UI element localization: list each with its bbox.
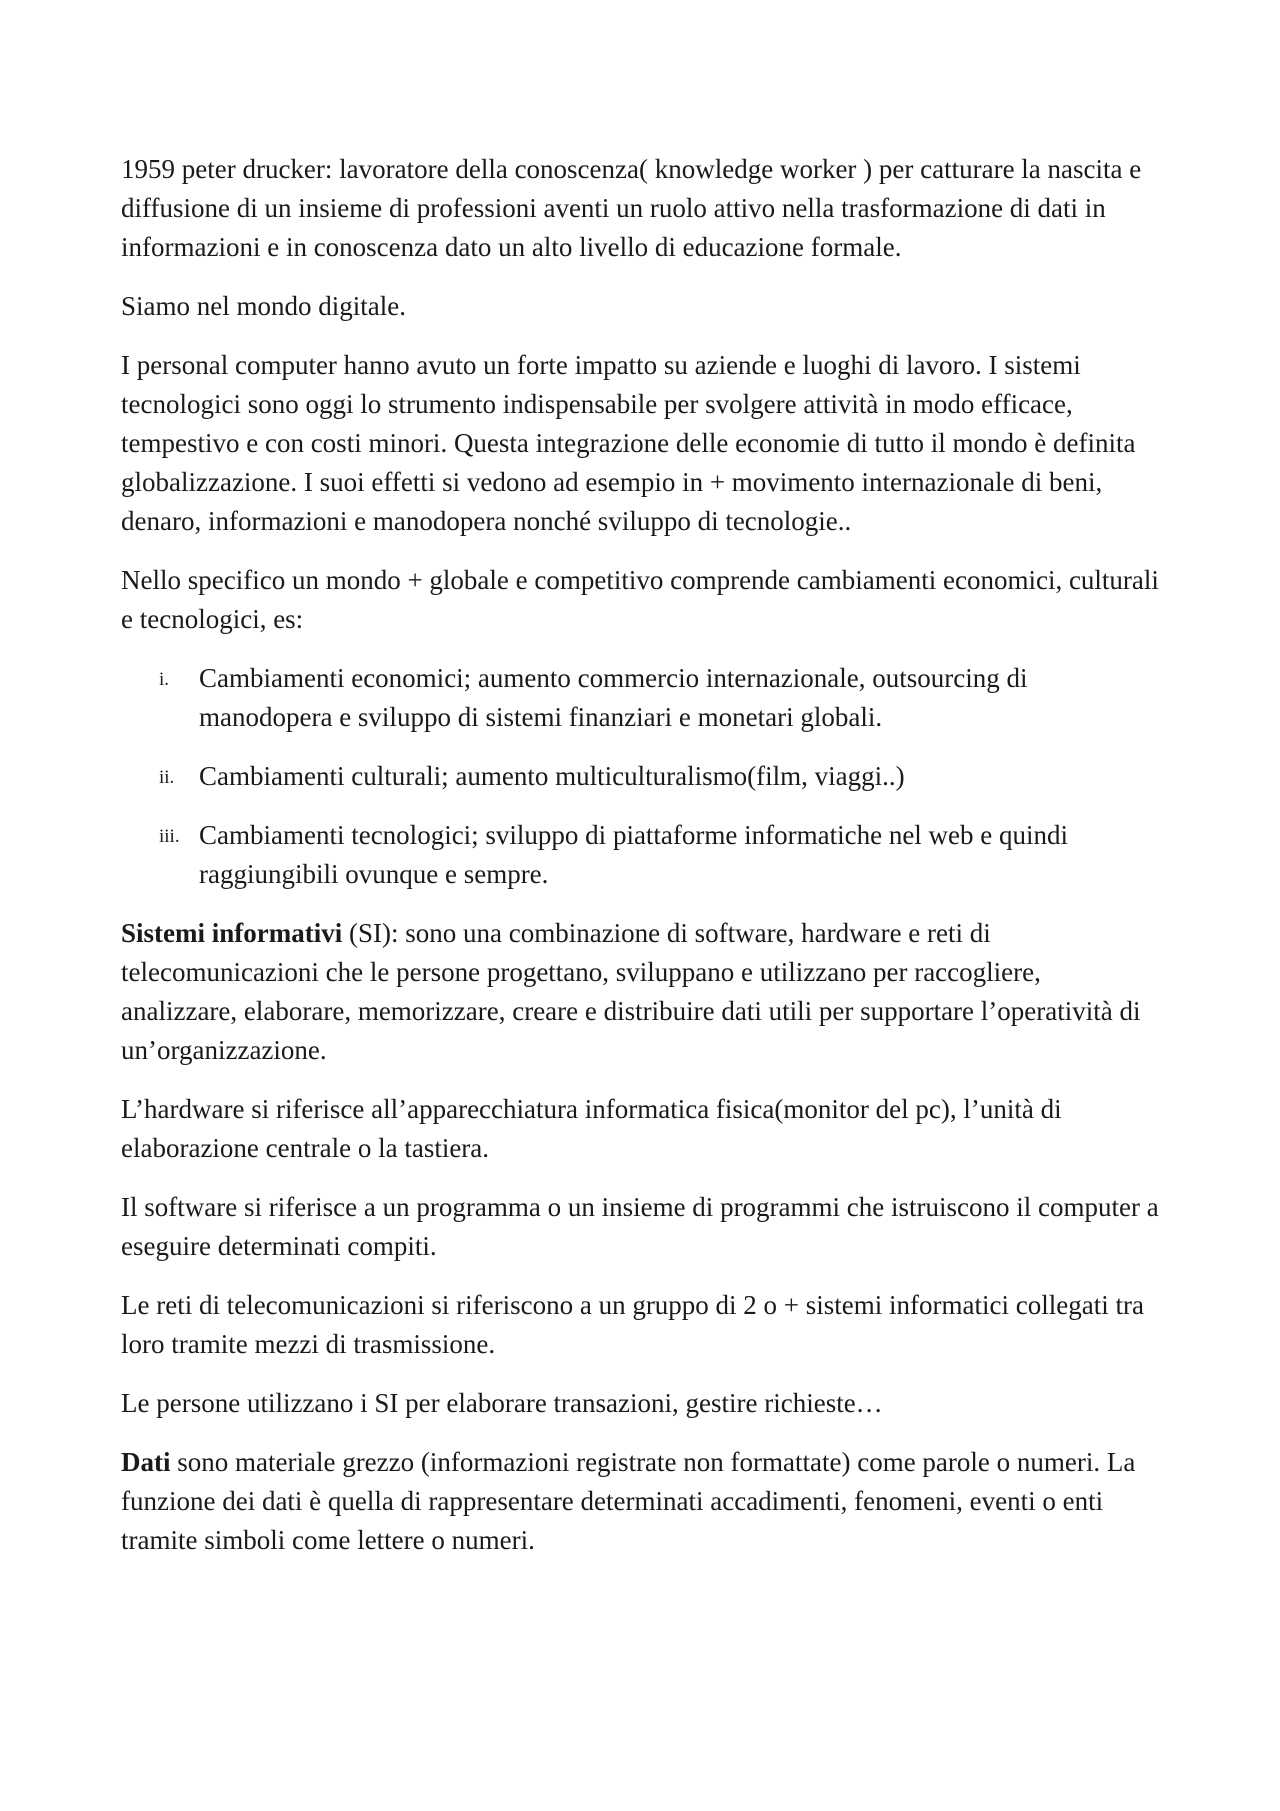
paragraph-personal-computer: I personal computer hanno avuto un forte impatto su aziende e luoghi di lavoro. I sistemi tecnologici sono oggi lo strumento indispensabile per svolgere attività in modo efficace, tempestivo e con costi minori. Questa integrazione delle economie di tutto il mondo è definita globalizzazione. I suoi effetti si vedono ad esempio in + movimento internazionale di beni, denaro, informazioni e manodopera nonché sviluppo di tecnologie..: [121, 350, 1136, 536]
list-marker: iii.: [159, 826, 180, 847]
paragraph-networks: Le reti di telecomunicazioni si riferiscono a un gruppo di 2 o + sistemi informatici collegati tra loro tramite mezzi di trasmissione.: [121, 1290, 1144, 1359]
term-information-systems: Sistemi informativi: [121, 918, 343, 948]
paragraph-people: Le persone utilizzano i SI per elaborare transazioni, gestire richieste…: [121, 1388, 883, 1418]
definition-information-systems: (SI): sono una combinazione di software, hardware e reti di telecomunicazioni che le persone progettano, sviluppano e utilizzano per raccogliere, analizzare, elaborare, memorizzare, creare e distribuire dati utili per supportare l’operatività di un’organizzazione.: [121, 918, 1141, 1065]
list-item-text: Cambiamenti tecnologici; sviluppo di piattaforme informatiche nel web e quindi raggiungibili ovunque e sempre.: [199, 820, 1069, 889]
term-data: Dati: [121, 1447, 171, 1477]
paragraph-digital-world: Siamo nel mondo digitale.: [121, 291, 406, 321]
paragraph-software: Il software si riferisce a un programma o un insieme di programmi che istruiscono il computer a eseguire determinati compiti.: [121, 1192, 1159, 1261]
list-marker: i.: [159, 669, 170, 690]
list-item-text: Cambiamenti economici; aumento commercio internazionale, outsourcing di manodopera e sviluppo di sistemi finanziari e monetari globali.: [199, 663, 1028, 732]
changes-list: [121, 659, 1161, 894]
list-item-technological: [121, 816, 1161, 894]
paragraph-hardware: L’hardware si riferisce all’apparecchiatura informatica fisica(monitor del pc), l’unità di elaborazione centrale o la tastiera.: [121, 1094, 1062, 1163]
list-marker: ii.: [159, 767, 175, 788]
document-body: [121, 150, 1161, 1580]
paragraph-drucker: 1959 peter drucker: lavoratore della conoscenza( knowledge worker ) per catturare la nascita e diffusione di un insieme di professioni aventi un ruolo attivo nella trasformazione di dati in informazioni e in conoscenza dato un alto livello di educazione formale.: [121, 154, 1142, 262]
definition-data: sono materiale grezzo (informazioni registrate non formattate) come parole o numeri. La funzione dei dati è quella di rappresentare determinati accadimenti, fenomeni, eventi o enti tramite simboli come lettere o numeri.: [121, 1447, 1136, 1555]
paragraph-data: [121, 1443, 1161, 1560]
list-item-economic: [121, 659, 1161, 737]
paragraph-information-systems: [121, 914, 1161, 1070]
list-item-text: Cambiamenti culturali; aumento multiculturalismo(film, viaggi..): [199, 761, 905, 791]
paragraph-global-world: Nello specifico un mondo + globale e competitivo comprende cambiamenti economici, culturali e tecnologici, es:: [121, 565, 1159, 634]
list-item-cultural: [121, 757, 1161, 796]
